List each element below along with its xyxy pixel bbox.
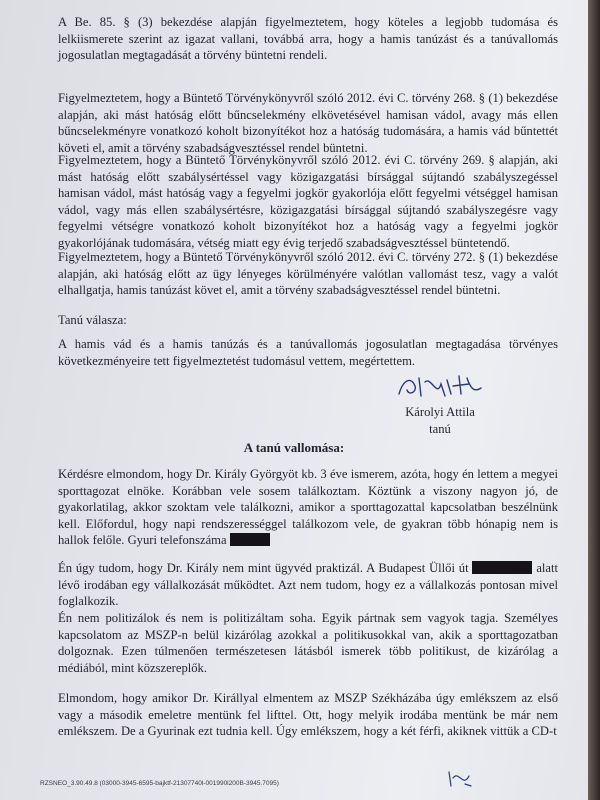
witness-reply: A hamis vád és a hamis tanúzás és a tanúvallomás jogosulatlan megtagadása törvényes következményeire tett figyelmeztetést tudomásul vettem, megértettem. — [58, 337, 558, 368]
warning-paragraph-1: A Be. 85. § (3) bekezdése alapján figyelmeztetem, hogy köteles a legjobb tudomása és lelkiismerete szerint az igazat vallani, továbbá arra, hogy a hamis tanúzást és a tanúvallomás jogosulatlan megtagadását a törvény büntetni rendeli. — [58, 15, 558, 62]
redaction-phone — [230, 533, 270, 546]
signature-block — [380, 372, 500, 437]
warning-paragraph-4: Figyelmeztetem, hogy a Büntető Törvénykönyvről szóló 2012. évi C. törvény 272. § (1) bekezdése alapján, aki hatóság előtt az ügy lényeges körülményére valótlan vallomást tesz, vagy a valót elhallgatja, hamis tanúzást követ el, amit a törvény szabadságvesztéssel rendel büntetni. — [58, 250, 558, 297]
warning-paragraph-2: Figyelmeztetem, hogy a Büntető Törvénykönyvről szóló 2012. évi C. törvény 268. § (1) bekezdése alapján, aki mást hatóság előtt bűncselekmény elkövetésével hamisan vádol, avagy más ellen bűncselekményre vonatkozó koholt bizonyítékot hoz a hatóság tudomására, a hamis vád bűntettét követi el, amit a törvény szabadságvesztéssel rendel büntetni. — [58, 91, 558, 155]
testimony-paragraph-4: Elmondom, hogy amikor Dr. Királlyal elmentem az MSZP Székházába úgy emlékszem az első vagy a második emeletre mentünk fel lifttel. Ott, hogy melyik irodába mentünk be már nem emlékszem. De a Gyurinak ezt tudnia kell. Úgy emlékszem, hogy a két férfi, akiknek vittük a CD-t — [58, 691, 558, 738]
testimony-text-2a: Én úgy tudom, hogy Dr. Király nem mint ügyvéd praktizál. A Budapest Üllői út — [58, 561, 469, 575]
signature-icon — [395, 372, 485, 402]
witness-reply-label: Tanú válasza: — [58, 313, 127, 327]
signer-name: Károlyi Attila — [405, 405, 475, 419]
testimony-text-2b: alatt lévő irodában egy vállalkozását működtet. Azt nem tudom, hogy ez a vállalkozás pontosan mivel foglalkozik. — [58, 561, 559, 608]
footer-code: RZSNEO_3.90.49.8 (03000-3945-6595-bajktf-21307740l-001990l200B-3945.7095) — [40, 780, 279, 787]
redaction-address — [472, 561, 532, 574]
testimony-paragraph-3: Én nem politizálok és nem is politizáltam soha. Egyik pártnak sem vagyok tagja. Személyes kapcsolatom az MSZP-n belül kizárólag azokkal a politikusokkal van, akik a sporttagozatban dolgoznak. Ezen túlmenően természetesen látásból ismerek több politikust, de kizárólag a médiából, mint közszereplők. — [58, 611, 558, 675]
testimony-text-1: Kérdésre elmondom, hogy Dr. Király Györgyöt kb. 3 éve ismerem, azóta, hogy én lettem a megyei sporttagozat elnöke. Korábban vele sosem találkoztam. Köztünk a viszony nagyon jó, de gyakorlatilag, akkor szoktam vele találkozni, amikor a sporttagozattal kapcsolatban beszélnünk kell. Előfordul, hogy napi rendszerességgel találkozom vele, de gyakran több hónapig nem is hallok felőle. Gyuri telefonszáma — [58, 467, 558, 547]
warning-paragraph-3: Figyelmeztetem, hogy a Büntető Törvénykönyvről szóló 2012. évi C. törvény 269. § alapján, aki mást hatóság előtt szabálysértéssel vagy közigazgatási bírsággal sújtandó szabályszegéssel hamisan vádol, mást hatóság vagy a fegyelmi jogkör gyakorlója előtt fegyelmi vétséggel hamisan vádol, vagy más ellen szabálysértésre, közigazgatási bírsággal sújtandó szabályszegésre vagy fegyelmi vétségre vonatkozó koholt bizonyítékot hoz a hatóság vagy a fegyelmi jogkör gyakorlójának tudomására, vétség miatt egy évig terjedő szabadságvesztéssel büntetendő. — [58, 153, 558, 250]
testimony-paragraph-1 — [58, 466, 558, 549]
testimony-heading: A tanú vallomása: — [243, 440, 345, 455]
initials-icon — [445, 768, 475, 790]
page-edge-shadow — [588, 0, 600, 800]
testimony-paragraph-2 — [58, 560, 558, 610]
signer-role: tanú — [429, 421, 451, 436]
